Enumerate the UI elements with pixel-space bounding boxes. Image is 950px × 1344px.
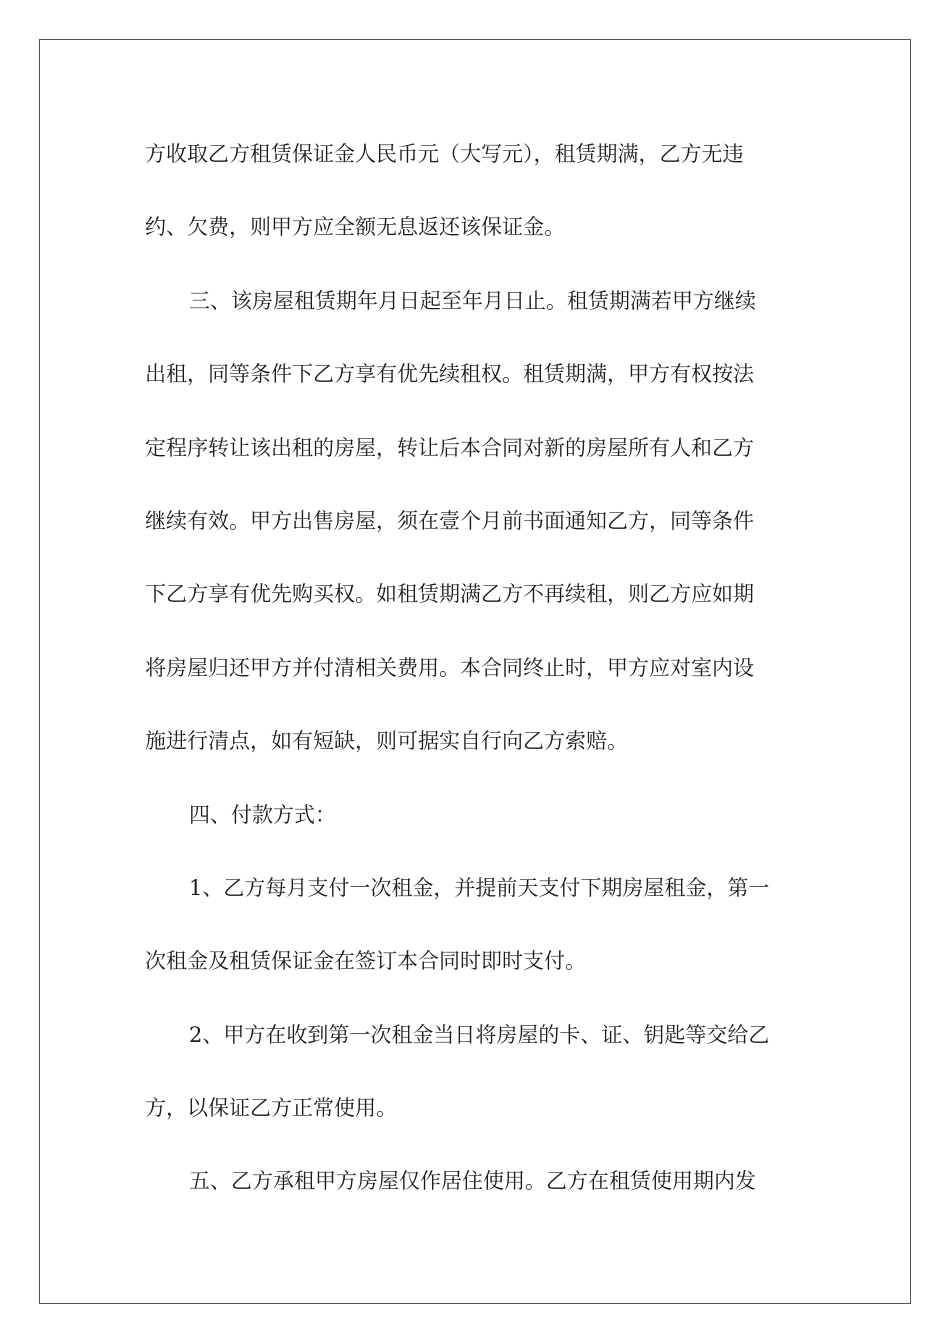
text-line: 施进行清点，如有短缺，则可据实自行向乙方索赔。: [145, 729, 628, 754]
text-line: 方收取乙方租赁保证金人民币元（大写元），租赁期满，乙方无违: [145, 142, 744, 166]
text-line: 继续有效。甲方出售房屋，须在壹个月前书面通知乙方，同等条件: [145, 508, 754, 533]
text-line: 下乙方享有优先购买权。如租赁期满乙方不再续租，则乙方应如期: [145, 582, 754, 607]
text-line: 三、该房屋租赁期年月日起至年月日止。租赁期满若甲方继续: [189, 288, 756, 313]
text-line: 将房屋归还甲方并付清相关费用。本合同终止时，甲方应对室内设: [145, 655, 754, 680]
text-line: 约、欠费，则甲方应全额无息返还该保证金。: [145, 215, 565, 240]
text-line: 定程序转让该出租的房屋，转让后本合同对新的房屋所有人和乙方: [145, 435, 754, 460]
text-line: 出租，同等条件下乙方享有优先续租权。租赁期满，甲方有权按法: [145, 362, 754, 387]
text-line: 2、甲方在收到第一次租金当日将房屋的卡、证、钥匙等交给乙: [189, 1022, 770, 1047]
text-line: 四、付款方式：: [189, 802, 336, 827]
text-line: 方，以保证乙方正常使用。: [145, 1096, 397, 1121]
text-line: 1、乙方每月支付一次租金，并提前天支付下期房屋租金，第一: [189, 875, 770, 900]
text-line: 次租金及租赁保证金在签订本合同时即时支付。: [145, 949, 586, 974]
document-body: [145, 118, 810, 1219]
text-line: 五、乙方承租甲方房屋仅作居住使用。乙方在租赁使用期内发: [189, 1169, 756, 1194]
